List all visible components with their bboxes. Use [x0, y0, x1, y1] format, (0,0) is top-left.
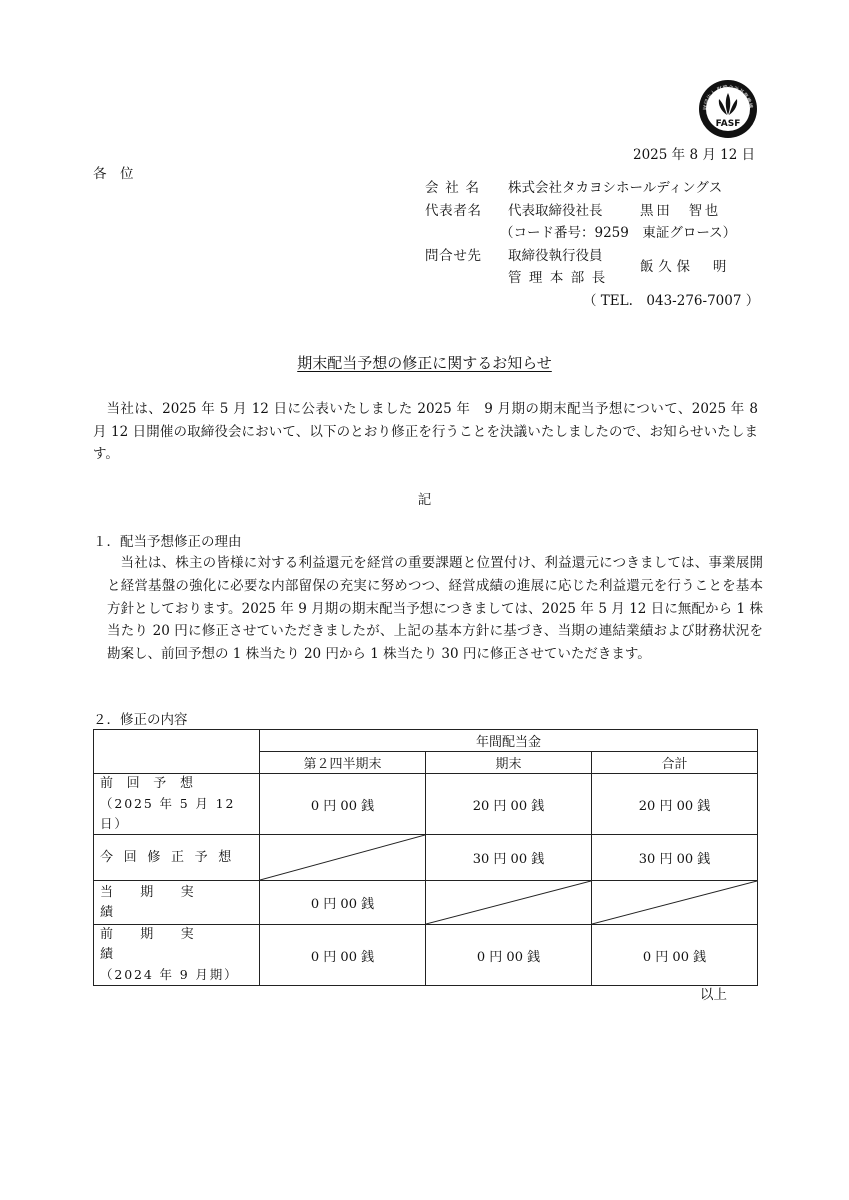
table-cell: 0 円 00 銭 [592, 925, 758, 986]
stock-code: （コード番号：9259 東証グロース） [500, 225, 737, 241]
addressee: 各 位 [93, 166, 134, 182]
table-cell: 20 円 00 銭 [592, 774, 758, 835]
table-row [94, 925, 758, 986]
representative-label: 代表者名 [425, 203, 482, 219]
row-label-sub: （2025 年 5 月 12 日） [100, 796, 236, 831]
contact-label: 問合せ先 [425, 248, 482, 264]
company-name-label: 会社名 [425, 180, 486, 196]
row-label [94, 881, 260, 925]
table-row [94, 774, 758, 835]
row-label-main: 前期実績 [100, 927, 221, 962]
empty-cell-diagonal [592, 881, 758, 925]
date: 2025 年 8 月 12 日 [633, 147, 756, 163]
logo-text: FASF [715, 119, 741, 129]
row-label-main: 前回予想 [100, 776, 207, 791]
intro-paragraph: 当社は、2025 年 5 月 12 日に公表いたしました 2025 年 9 月期の期末配当予想について、2025 年 8 月 12 日開催の取締役会において、以下のとおり修正を行うことを決議いたしましたので、お知らせいたします。 [93, 401, 758, 462]
column-header: 合計 [592, 752, 758, 774]
section1-body: 当社は、株主の皆様に対する利益還元を経営の重要課題と位置付け、利益還元につきましては、事業展開と経営基盤の強化に必要な内部留保の充実に努めつつ、経営成績の進展に応じた利益還元を行うことを基本方針としております。2025 年 9 月期の期末配当予想につきましては、2025 年 5 月 12 日に無配から 1 株当たり 20 円に修正させていただきましたが、上記の基本方針に基づき、当期の連結業績および財務状況を勘案し、前回予想の 1 株当たり 20 円から 1 株当たり 30 円に修正させていただきます。 [107, 555, 763, 663]
section1-heading: １．配当予想修正の理由 [93, 534, 242, 550]
table-row [94, 835, 758, 881]
contact-title-2: 管理本部長 [508, 270, 613, 286]
empty-cell-diagonal [260, 835, 426, 881]
row-label-main: 今回修正予想 [100, 849, 242, 865]
representative-title: 代表取締役社長 [508, 203, 603, 219]
fasf-logo [698, 79, 758, 139]
section2-heading: ２．修正の内容 [93, 712, 188, 728]
ki-marker: 記 [417, 492, 432, 508]
row-label-sub: （2024 年 9 月期） [100, 967, 239, 982]
column-header: 第２四半期末 [260, 752, 426, 774]
table-cell: 30 円 00 銭 [426, 835, 592, 881]
table-cell: 20 円 00 銭 [426, 774, 592, 835]
table-cell: 0 円 00 銭 [426, 925, 592, 986]
row-label [94, 774, 260, 835]
table-corner [94, 730, 260, 774]
document-title-text: 期末配当予想の修正に関するお知らせ [297, 354, 552, 372]
document-title [0, 352, 849, 373]
column-header: 期末 [426, 752, 592, 774]
table-cell: 30 円 00 銭 [592, 835, 758, 881]
telephone: （ TEL. 043-276-7007 ） [583, 293, 760, 309]
company-name: 株式会社タカヨシホールディングス [508, 180, 723, 196]
closing-ijou: 以上 [700, 987, 727, 1003]
logo-arc-text: 財団法人 財務会計基準機構 [702, 84, 754, 111]
row-label [94, 925, 260, 986]
table-cell: 0 円 00 銭 [260, 881, 426, 925]
table-row [94, 881, 758, 925]
empty-cell-diagonal [426, 881, 592, 925]
row-label [94, 835, 260, 881]
table-cell: 0 円 00 銭 [260, 774, 426, 835]
representative-name: 黒田 智也 [640, 203, 721, 219]
contact-title-1: 取締役執行役員 [508, 248, 603, 264]
table-cell: 0 円 00 銭 [260, 925, 426, 986]
group-header: 年間配当金 [260, 730, 758, 752]
contact-name: 飯久保 明 [640, 259, 732, 275]
dividend-table [93, 729, 758, 986]
row-label-main: 当期実績 [100, 884, 221, 920]
